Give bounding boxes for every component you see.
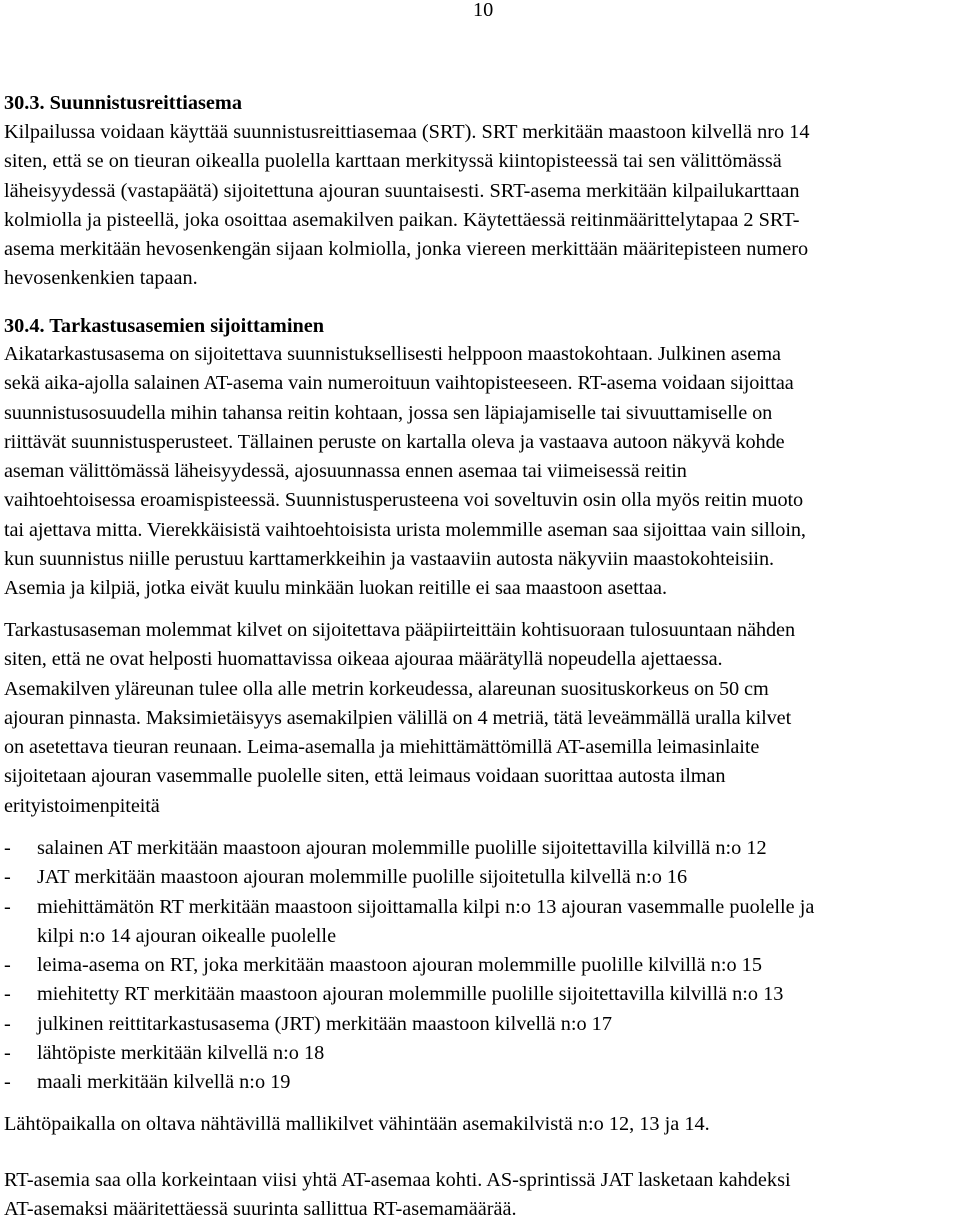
list-dash: -	[4, 1012, 11, 1035]
paragraph-line: kun suunnistus niille perustuu karttamerkkeihin ja vastaaviin autosta näkyviin maastokohteisiin.	[4, 548, 774, 571]
list-item	[4, 834, 958, 863]
paragraph-line: hevosenkenkien tapaan.	[4, 267, 198, 290]
paragraph-line: sekä aika-ajolla salainen AT-asema vain numeroituun vaihtopisteeseen. RT-asema voidaan sijoittaa	[4, 372, 794, 395]
list-dash: -	[4, 1071, 11, 1094]
paragraph-line: sijoitetaan ajouran vasemmalle puolelle siten, että leimaus voidaan suorittaa autosta ilman	[4, 765, 726, 788]
list-item-text: salainen AT merkitään maastoon ajouran molemmille puolille sijoitettavilla kilvillä n:o 12	[37, 837, 767, 859]
paragraph-line: suunnistusosuudella mihin tahansa reitin kohtaan, jossa sen läpiajamiselle tai sivuuttamiselle on	[4, 401, 773, 424]
list-dash: -	[4, 1042, 11, 1065]
paragraph-line: siten, että ne ovat helposti huomattavissa oikeaa ajouraa määrätyllä nopeudella ajettaessa.	[4, 648, 723, 671]
list-item-text: JAT merkitään maastoon ajouran molemmille puolille sijoitetulla kilvellä n:o 16	[37, 866, 688, 889]
list-item	[4, 863, 958, 892]
paragraph-line: Aikatarkastusasema on sijoitettava suunnistuksellisesti helppoon maastokohtaan. Julkinen asema	[4, 343, 781, 365]
list-item-text: miehittämätön RT merkitään maastoon sijoittamalla kilpi n:o 13 ajouran vasemmalle puolelle ja	[37, 895, 815, 918]
paragraph-line: Asemakilven yläreunan tulee olla alle metrin korkeudessa, alareunan suosituskorkeus on 50 cm	[4, 677, 769, 700]
section-30-4-paragraph-3	[4, 1110, 958, 1139]
section-30-4-paragraph-1	[4, 340, 958, 604]
list-item-text: miehitetty RT merkitään maastoon ajouran molemmille puolille sijoitettavilla kilvillä n:o 13	[37, 983, 784, 1006]
list-item-text: julkinen reittitarkastusasema (JRT) merkitään maastoon kilvellä n:o 17	[37, 1012, 612, 1035]
section-30-4-paragraph-2	[4, 616, 958, 821]
paragraph-line: siten, että se on tieuran oikealla puolella karttaan merkityssä kiintopisteessä tai sen välittömässä	[4, 150, 782, 173]
list-item	[4, 1010, 958, 1039]
list-item-text: maali merkitään kilvellä n:o 19	[37, 1071, 291, 1094]
paragraph-line: AT-asemaksi määritettäessä suurinta sallittua RT-asemamäärää.	[4, 1198, 517, 1221]
list-dash: -	[4, 954, 11, 977]
list-dash: -	[4, 866, 11, 889]
list-dash: -	[4, 895, 11, 918]
paragraph-line: Lähtöpaikalla on oltava nähtävillä mallikilvet vähintään asemakilvistä n:o 12, 13 ja 14.	[4, 1113, 710, 1135]
list-item-text-continued: kilpi n:o 14 ajouran oikealle puolelle	[37, 924, 337, 947]
paragraph-line: läheisyydessä (vastapäätä) sijoitettuna ajouran suuntaisesti. SRT-asema merkitään kilpailukarttaan	[4, 179, 800, 202]
paragraph-line: RT-asemia saa olla korkeintaan viisi yhtä AT-asemaa kohti. AS-sprintissä JAT lasketaan kahdeksi	[4, 1169, 791, 1191]
paragraph-line: erityistoimenpiteitä	[4, 794, 160, 817]
list-item-text: leima-asema on RT, joka merkitään maastoon ajouran molemmille puolille kilvillä n:o 15	[37, 954, 762, 977]
paragraph-line: kolmiolla ja pisteellä, joka osoittaa asemakilven paikan. Käytettäessä reitinmäärittelytapaa 2 SRT-	[4, 208, 800, 231]
list-item	[4, 1039, 958, 1068]
paragraph-line: Asemia ja kilpiä, jotka eivät kuulu minkään luokan reitille ei saa maastoon asettaa.	[4, 577, 667, 600]
section-30-3-paragraph	[4, 118, 958, 294]
list-dash: -	[4, 983, 11, 1006]
list-item	[4, 1068, 958, 1097]
page-number: 10	[473, 0, 494, 21]
list-item	[4, 893, 958, 952]
paragraph-line: aseman välittömässä läheisyydessä, ajosuunnassa ennen asemaa tai viimeisessä reitin	[4, 460, 687, 483]
station-marking-list	[4, 834, 958, 1098]
paragraph-line: tai ajettava mitta. Vierekkäisistä vaihtoehtoisista urista molemmille aseman saa sijoittaa vain silloin,	[4, 518, 806, 541]
paragraph-line: Kilpailussa voidaan käyttää suunnistusreittiasemaa (SRT). SRT merkitään maastoon kilvellä nro 14	[4, 121, 810, 143]
list-item	[4, 951, 958, 980]
section-heading-30-4: 30.4. Tarkastusasemien sijoittaminen	[4, 315, 325, 337]
section-heading-30-3: 30.3. Suunnistusreittiasema	[4, 92, 242, 114]
list-dash: -	[4, 837, 11, 859]
paragraph-line: ajouran pinnasta. Maksimietäisyys asemakilpien välillä on 4 metriä, tätä leveämmällä uralla kilvet	[4, 706, 792, 729]
paragraph-line: Tarkastusaseman molemmat kilvet on sijoitettava pääpiirteittäin kohtisuoraan tulosuuntaan nähden	[4, 619, 796, 641]
paragraph-line: on asetettava tieuran reunaan. Leima-asemalla ja miehittämättömillä AT-asemilla leimasinlaite	[4, 736, 760, 759]
list-item-text: lähtöpiste merkitään kilvellä n:o 18	[37, 1042, 325, 1065]
paragraph-line: vaihtoehtoisessa eroamispisteessä. Suunnistusperusteena voi soveltuvin osin olla myös reitin muoto	[4, 489, 804, 512]
paragraph-line: riittävät suunnistusperusteet. Tällainen peruste on kartalla oleva ja vastaava autoon näkyvä kohde	[4, 430, 785, 453]
list-item	[4, 980, 958, 1009]
paragraph-line: asema merkitään hevosenkengän sijaan kolmiolla, jonka viereen merkittään määritepisteen numero	[4, 238, 809, 261]
